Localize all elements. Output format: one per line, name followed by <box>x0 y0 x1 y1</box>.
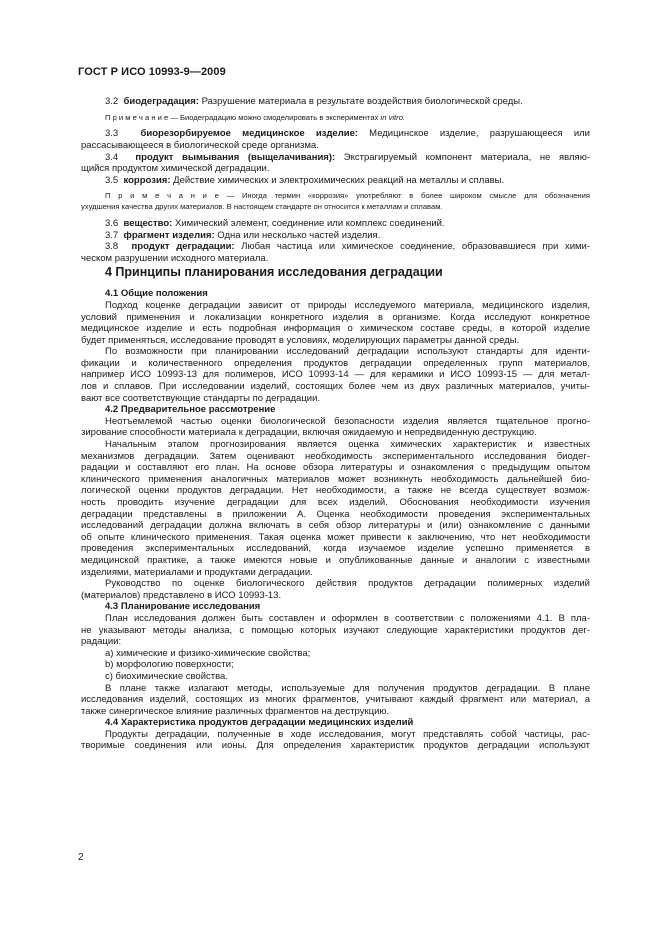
text-line: вают все соответствующие стандарты по деградации. <box>81 392 321 404</box>
text-line: творимые соединения или ионы. Для определения характеристик продуктов деградации используют <box>81 740 590 752</box>
definition-number: 3.8 <box>105 241 119 253</box>
definition-3-4 <box>81 152 590 164</box>
text-line: будет применяться, исследование проводят в условиях, моделирующих параметры данной среды. <box>81 334 520 346</box>
text-line: По возможности при планировании исследований деградации используют стандарты для иденти- <box>105 346 590 358</box>
text-line: ность проводить изучение деградации для всех изделий. Обоснования необходимости изучения <box>81 497 590 509</box>
text-line: В плане также излагают методы, используемые для получения продуктов деградации. В плане <box>105 682 590 694</box>
note-corrosion <box>81 191 590 202</box>
definition-3-8 <box>81 241 590 253</box>
text-line: медицинское изделие и есть подробная информация о химическом составе среды, в которой изделие <box>81 323 590 335</box>
definition-number: 3.7 <box>105 229 119 241</box>
subsection-4-2-heading: 4.2 Предварительное рассмотрение <box>105 404 276 416</box>
definition-3-5 <box>81 175 590 187</box>
definition-term: вещество: <box>123 217 173 229</box>
definition-number: 3.5 <box>105 174 119 186</box>
definition-text: Любая частица или химическое соединение, образовавшиеся при хими- <box>241 241 591 253</box>
paragraph-4-3-2 <box>81 683 590 718</box>
text-line: не указывают методы анализа, с помощью которых изучают следующие характеристики продуктов дег- <box>81 624 590 636</box>
definition-term: биодеградация: <box>123 96 199 107</box>
text-line: логической оценки продуктов деградации. Нет необходимости, а также не всегда существует возмож- <box>81 485 590 497</box>
note-biodegradation <box>81 113 590 124</box>
note-text: Биодеградацию можно смоделировать в экспериментах <box>180 112 379 122</box>
subsection-4-1-heading: 4.1 Общие положения <box>105 288 208 300</box>
paragraph-4-3-1 <box>81 613 590 648</box>
note-label: П р и м е ч а н и е — <box>105 191 235 201</box>
text-line: об опыте клинического применения. Такая оценка может привести к заключению, что нет необходимости <box>81 531 590 543</box>
paragraph-4-2-2 <box>81 439 590 578</box>
definition-term: продукт деградации: <box>131 241 235 253</box>
text-line: План исследования должен быть составлен и оформлен в соответствии с положениями 4.1. В пла- <box>105 612 590 624</box>
text-line: условий применения и локализации конкретного изделия в организме. Когда исследуют конкретное <box>81 311 590 323</box>
paragraph-4-4-1 <box>81 729 590 752</box>
text-line: медицинской практике, а также имеются новые и опубликованные данные и аналогии с известными <box>81 554 590 566</box>
definition-term: коррозия: <box>123 174 171 186</box>
paragraph-4-2-3 <box>81 578 590 601</box>
subsection-4-4-heading: 4.4 Характеристика продуктов деградации медицинских изделий <box>105 717 414 729</box>
page-content <box>81 96 590 752</box>
definition-text: Экстрагируемый компонент материала, не являю- <box>343 151 590 163</box>
text-line: зирование способности материала к деградации, включая ожидаемую и непредвиденную деструкцию. <box>81 427 537 439</box>
text-line: радации: <box>81 636 122 648</box>
definition-3-4-cont: щийся продуктом химической деградации. <box>81 163 270 175</box>
definition-3-2 <box>81 96 590 108</box>
text-line: (материалов) представлено в ИСО 10993-13. <box>81 589 282 601</box>
note-text: Иногда термин «коррозия» употребляют в более широком смысле для обозначения <box>241 191 590 201</box>
definition-number: 3.6 <box>105 217 119 229</box>
subsection-4-3-heading: 4.3 Планирование исследования <box>105 601 261 613</box>
definition-text: Химический элемент, соединение или комплекс соединений. <box>174 217 445 229</box>
text-line: например ИСО 10993-13 для полимеров, ИСО 10993-14 — для керамики и ИСО 10993-15 — для метал- <box>81 369 590 381</box>
definition-text: Медицинское изделие, разрушающееся или <box>369 128 590 140</box>
definition-term: продукт вымывания (выщелачивания): <box>135 151 336 163</box>
definition-3-7 <box>81 230 590 242</box>
paragraph-4-2-1 <box>81 416 590 439</box>
list-item: c) биохимические свойства. <box>105 670 228 682</box>
note-label: П р и м е ч а н и е — <box>105 112 178 122</box>
text-line: исследования изделий, состоящих из многих фрагментов, учитывают каждый фрагмент или материал, а <box>81 694 590 706</box>
definition-text: Разрушение материала в результате воздействия биологической среды. <box>201 96 523 107</box>
definition-3-6 <box>81 218 590 230</box>
note-italic: in vitro. <box>380 112 406 122</box>
paragraph-4-1-2 <box>81 346 590 404</box>
definition-text: Одна или несколько частей изделия. <box>217 229 381 241</box>
definition-3-8-cont: ческом разрушении исходного материала. <box>81 252 269 264</box>
text-line: фикации и количественного определения продуктов деградации определенных групп материалов, <box>81 357 590 369</box>
standard-header: ГОСТ Р ИСО 10993-9—2009 <box>78 66 226 78</box>
definition-3-3-cont: рассасывающееся в биологической среде организма. <box>81 139 319 151</box>
text-line: Руководство по оценке биологического действия продуктов деградации полимерных изделий <box>105 578 590 590</box>
definition-number: 3.2 <box>105 96 119 107</box>
text-line: Продукты деградации, полученные в ходе исследования, могут представлять собой частицы, рас- <box>105 728 590 740</box>
section-4-heading: 4 Принципы планирования исследования деградации <box>105 265 443 280</box>
text-line: изделиями, материалами и продуктами деградации. <box>81 566 313 578</box>
definition-term: фрагмент изделия: <box>123 229 215 241</box>
text-line: исследований деградации должна включать в себя обзор литературы и (или) ознакомление с данными <box>81 520 590 532</box>
definition-number: 3.4 <box>105 151 119 163</box>
text-line: также синергическое влияние различных фрагментов на деструкцию. <box>81 705 390 717</box>
paragraph-4-1-1 <box>81 300 590 346</box>
text-line: Неотъемлемой частью оценки биологической безопасности изделия является тщательное прогно- <box>105 415 590 427</box>
list-item: а) химические и физико-химические свойства; <box>105 647 311 659</box>
definition-3-3 <box>81 128 590 140</box>
text-line: проведения экспериментальных исследований, когда изучаемое изделие успешно применяется в <box>81 543 590 555</box>
text-line: клинического применения аналогичных материалов может возникнуть необходимость дальнейшей био- <box>81 473 590 485</box>
text-line: деградации представлены в приложении А. Оценка необходимости проведения экспериментальных <box>81 508 590 520</box>
text-line: лов и сплавов. При исследовании изделий, состоящих более чем из двух различных материалов, учиты- <box>81 381 590 393</box>
list-item: b) морфологию поверхности; <box>105 659 234 671</box>
text-line: Начальным этапом прогнозирования является оценка химических характеристик и известных <box>105 439 590 451</box>
text-line: механизмов деградации. Затем оценивают необходимость экспериментального исследования биодег- <box>81 450 590 462</box>
definition-text: Действие химических и электрохимических реакций на металлы и сплавы. <box>173 174 505 186</box>
page-number: 2 <box>78 852 84 863</box>
definition-term: биорезорбируемое медицинское изделие: <box>140 128 359 140</box>
note-corrosion-cont: ухудшения качества других материалов. В настоящем стандарте он относится к металлам и сплавам. <box>81 202 443 212</box>
definition-number: 3.3 <box>105 128 119 140</box>
text-line: Подход коценке деградации зависит от природы исследуемого материала, медицинского изделия, <box>105 299 590 311</box>
characteristics-list <box>81 648 590 683</box>
text-line: радации и составляют его план. На основе обзора литературы и ознакомления с предыдущим опытом <box>81 462 590 474</box>
